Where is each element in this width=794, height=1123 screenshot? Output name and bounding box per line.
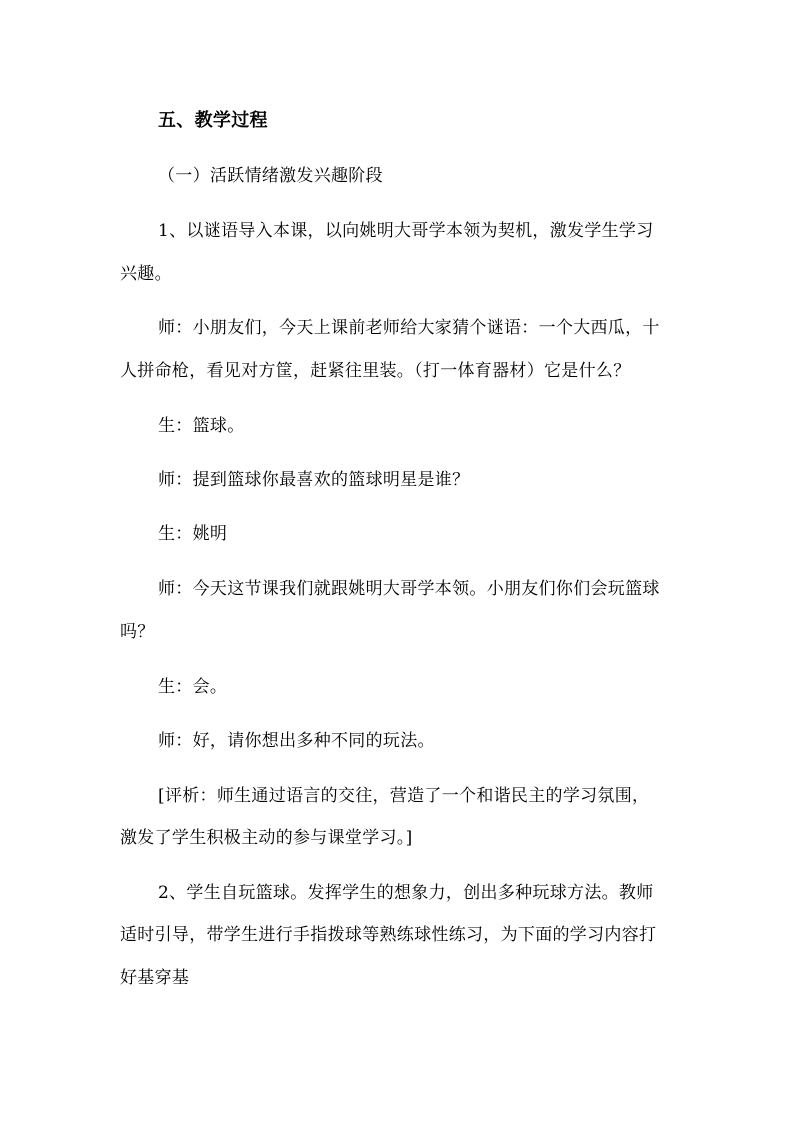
paragraph-3: 生：篮球。 [158,416,245,436]
paragraph-7: 生：会。 [158,677,228,697]
paragraph-10-line-2: 适时引导，带学生进行手指拨球等熟练球性练习，为下面的学习内容打 [120,925,657,945]
paragraph-6-line-1: 师：今天这节课我们就跟姚明大哥学本领。小朋友们你们会玩篮球 [158,579,660,599]
subheading: （一）活跃情绪激发兴趣阶段 [158,166,383,186]
paragraph-8: 师：好，请你想出多种不同的玩法。 [158,731,435,751]
paragraph-1-line-1: 1、以谜语导入本课，以向姚明大哥学本领为契机，激发学生学习 [158,221,654,241]
paragraph-4: 师：提到篮球你最喜欢的篮球明星是谁？ [158,470,470,490]
paragraph-1-line-2: 兴趣。 [120,264,172,284]
paragraph-10-line-1: 2、学生自玩篮球。发挥学生的想象力，创出多种玩球方法。教师 [158,883,654,903]
paragraph-2-line-1: 师：小朋友们，今天上课前老师给大家猜个谜语：一个大西瓜，十 [158,318,660,338]
paragraph-6-line-2: 吗？ [120,622,155,642]
section-heading: 五、教学过程 [158,110,268,131]
document-page [120,0,680,1123]
paragraph-9-line-1: [评析：师生通过语言的交往，营造了一个和谐民主的学习氛围， [158,786,650,806]
paragraph-2-line-2: 人拼命枪，看见对方筐，赶紧往里装。（打一体育器材）它是什么？ [120,361,631,381]
paragraph-5: 生：姚明 [158,524,228,544]
paragraph-10-line-3: 好基穿基 [120,968,190,988]
paragraph-9-line-2: 激发了学生积极主动的参与课堂学习。] [120,828,413,848]
